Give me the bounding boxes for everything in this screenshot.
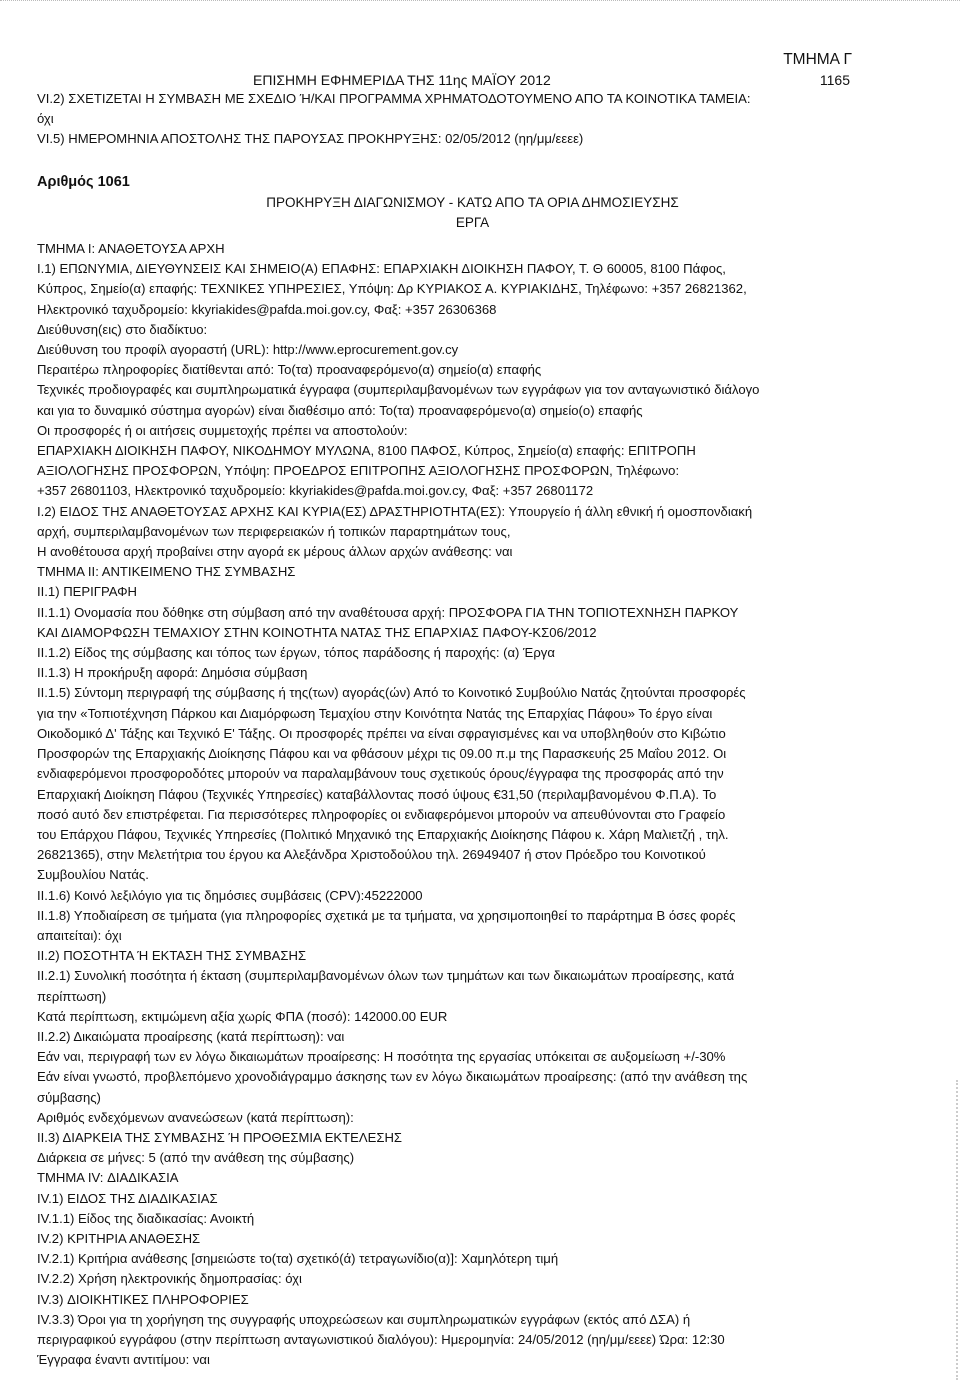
text-line: Η ανοθέτουσα αρχή προβαίνει στην αγορά εκ μέρους άλλων αρχών ανάθεσης: ναι <box>37 544 513 560</box>
scan-edge-right <box>954 1080 958 1380</box>
text-line: IV.1.1) Είδος της διαδικασίας: Ανοικτή <box>37 1210 255 1226</box>
text-line: Οι προσφορές ή οι αιτήσεις συμμετοχής πρέπει να αποστολούν: <box>37 422 408 438</box>
text-line: ΤΜΗΜΑ Ι: ΑΝΑΘΕΤΟΥΣΑ ΑΡΧΗ <box>37 241 225 257</box>
section-heading: ΤΜΗΜΑ Γ <box>783 51 852 68</box>
text-line: IV.2.2) Χρήση ηλεκτρονικής δημοπρασίας: όχι <box>37 1271 302 1287</box>
text-line: IV.1) ΕΙΔΟΣ ΤΗΣ ΔΙΑΔΙΚΑΣΙΑΣ <box>37 1190 218 1206</box>
text-line: Συμβουλίου Νατάς. <box>37 867 149 883</box>
text-line: ΙΙ.1.1) Ονομασία που δόθηκε στη σύμβαση από την αναθέτουσα αρχή: ΠΡΟΣΦΟΡΑ ΓΙΑ ΤΗΝ ΤΟΠΙΟΤΕΧΝΗΣΗ ΠΑΡΚΟΥ <box>37 604 739 620</box>
text-line: ΙΙ.1.6) Κοινό λεξιλόγιο για τις δημόσιες συμβάσεις (CPV):45222000 <box>37 887 423 903</box>
text-line: αρχή, συμπεριλαμβανομένων των περιφερειακών ή τοπικών παραρτημάτων τους, <box>37 523 511 539</box>
text-line: IV.2.1) Κριτήρια ανάθεσης [σημειώστε το(τα) σχετικό(ά) τετραγωνίδιο(α)]: Χαμηλότερη τιμή <box>37 1251 559 1267</box>
text-line: Έγγραφα έναντι αντιτίμου: ναι <box>37 1352 210 1368</box>
text-line: Επαρχιακή Διοίκηση Πάφου (Τεχνικές Υπηρεσίες) καταβάλλοντας ποσό ύψους €31,50 (περιλαμβανομένου Φ.Π.Α). Το <box>37 786 717 802</box>
text-line: Κύπρος, Σημείο(α) επαφής: ΤΕΧΝΙΚΕΣ ΥΠΗΡΕΣΙΕΣ, Υπόψη: Δρ ΚΥΡΙΑΚΟΣ Α. ΚΥΡΙΑΚΙΔΗΣ, Τηλέφωνο: +357 26821362, <box>37 281 747 297</box>
text-line: ΙΙ.2.2) Δικαιώματα προαίρεσης (κατά περίπτωση): ναι <box>37 1028 345 1044</box>
contract-type: ΕΡΓΑ <box>455 214 490 230</box>
text-line: απαιτείται): όχι <box>37 927 122 943</box>
text-line: IV.3.3) Όροι για τη χορήγηση της συγγραφής υποχρεώσεων και συμπληρωματικών εγγράφων (εκτός από ΔΣΑ) ή <box>37 1311 691 1327</box>
text-line: σύμβασης) <box>37 1089 101 1105</box>
text-line: VI.2) ΣΧΕΤΙΖΕΤΑΙ Η ΣΥΜΒΑΣΗ ΜΕ ΣΧΕΔΙΟ Ή/ΚΑΙ ΠΡΟΓΡΑΜΜΑ ΧΡΗΜΑΤΟΔΟΤΟΥΜΕΝΟ ΑΠΟ ΤΑ ΚΟΙΝΟΤΙΚΑ ΤΑΜΕΙΑ: <box>37 91 751 106</box>
text-line: Αριθμός ενδεχόμενων ανανεώσεων (κατά περίπτωση): <box>37 1109 354 1125</box>
text-line: VI.5) ΗΜΕΡΟΜΗΝΙΑ ΑΠΟΣΤΟΛΗΣ ΤΗΣ ΠΑΡΟΥΣΑΣ ΠΡΟΚΗΡΥΞΗΣ: 02/05/2012 (ηη/μμ/εεεε) <box>37 131 584 147</box>
text-line: και για το δυναμικό σύστημα αγορών) είναι διαθέσιμο από: Το(τα) προαναφερόμενο(α) σημείο(ο) επαφής <box>37 402 643 418</box>
text-line: για την «Τοπιοτέχνηση Πάρκου και Διαμόρφωση Τεμαχίου στην Κοινότητα Νατάς της Επαρχίας Πάφου» Το έργο είναι <box>37 705 713 721</box>
text-line: Οικοδομικό Δ' Τάξης και Τεχνικό Ε' Τάξης. Οι προσφορές πρέπει να είναι σφραγισμένες και να υποβληθούν στο Κιβώτιο <box>37 725 726 741</box>
text-line: περίπτωση) <box>37 988 107 1004</box>
page-number: 1165 <box>819 72 850 88</box>
text-line: Εάν είναι γνωστό, προβλεπόμενο χρονοδιάγραμμο άσκησης των εν λόγω δικαιωμάτων προαίρεσης: (από την ανάθεση της <box>37 1069 748 1085</box>
text-line: Τεχνικές προδιογραφές και συμπληρωματικά έγγραφα (συμπεριλαμβανομένων των εγγράφων για τον ανταγωνιστικό διάλογο <box>37 382 760 398</box>
text-line: Κατά περίπτωση, εκτιμώμενη αξία χωρίς ΦΠΑ (ποσό): 142000.00 EUR <box>37 1008 448 1024</box>
procedure-title: ΠΡΟΚΗΡΥΞΗ ΔΙΑΓΩΝΙΣΜΟΥ - ΚΑΤΩ ΑΠΟ ΤΑ ΟΡΙΑ ΔΗΜΟΣΙΕΥΣΗΣ <box>266 194 679 210</box>
text-line: Ι.2) ΕΙΔΟΣ ΤΗΣ ΑΝΑΘΕΤΟΥΣΑΣ ΑΡΧΗΣ ΚΑΙ ΚΥΡΙΑ(ΕΣ) ΔΡΑΣΤΗΡΙΟΤΗΤΑ(ΕΣ): Υπουργείο ή άλλη εθνική ή ομοσπονδιακή <box>37 503 753 519</box>
notice-text <box>37 239 853 1370</box>
text-line: Ι.1) ΕΠΩΝΥΜΙΑ, ΔΙΕΥΘΥΝΣΕΙΣ ΚΑΙ ΣΗΜΕΙΟ(Α) ΕΠΑΦΗΣ: ΕΠΑΡΧΙΑΚΗ ΔΙΟΙΚΗΣΗ ΠΑΦΟΥ, Τ. Θ 60005, 8100 Πάφος, <box>37 261 726 277</box>
text-line: ΙΙ.1.2) Είδος της σύμβασης και τόπος των έργων, τόπος παράδοσης ή παροχής: (α) Έργα <box>37 645 555 661</box>
text-line: 26821365), στην Μελετήτρια του έργου κα Αλεξάνδρα Χριστοδούλου τηλ. 26949407 ή στον Πρόεδρο του Κοινοτικού <box>37 847 706 863</box>
text-line: όχι <box>37 111 54 127</box>
text-line: IV.2) ΚΡΙΤΗΡΙΑ ΑΝΑΘΕΣΗΣ <box>37 1230 201 1246</box>
text-line: ΙΙ.2.1) Συνολική ποσότητα ή έκταση (συμπεριλαμβανομένων όλων των τμημάτων και των δικαιωμάτων προαίρεσης, κατά <box>37 968 735 984</box>
text-line: ενδιαφερόμενοι προσφοροδότες μπορούν να παραλαμβάνουν τους σχετικούς όρους/έγγραφα της προσφοράς από την <box>37 766 724 782</box>
gazette-title: ΕΠΙΣΗΜΗ ΕΦΗΜΕΡΙΔΑ ΤΗΣ 11ης ΜΑΪΟΥ 2012 <box>253 72 551 88</box>
text-line: ΙΙ.1) ΠΕΡΙΓΡΑΦΗ <box>37 584 137 600</box>
text-line: Διεύθυνση του προφίλ αγοραστή (URL): http://www.eprocurement.gov.cy <box>37 342 459 358</box>
notice-number: Αριθμός 1061 <box>37 173 130 190</box>
text-line: ΙΙ.1.8) Υποδιαίρεση σε τμήματα (για πληροφορίες σχετικά με τα τμήματα, να χρησιμοποιηθεί το παράρτημα Β όσες φορές <box>37 907 736 923</box>
text-line: IV.3) ΔΙΟΙΚΗΤΙΚΕΣ ΠΛΗΡΟΦΟΡΙΕΣ <box>37 1291 249 1307</box>
text-line: Διάρκεια σε μήνες: 5 (από την ανάθεση της σύμβασης) <box>37 1150 355 1166</box>
text-line: ΙΙ.1.3) Η προκήρυξη αφορά: Δημόσια σύμβαση <box>37 665 308 681</box>
scan-edge-top <box>0 0 960 5</box>
text-line: του Επάρχου Πάφου, Τεχνικές Υπηρεσίες (Πολιτικό Μηχανικό της Επαρχιακής Διοίκησης Πάφου κ. Χάρη Μαλιετζή , τηλ. <box>37 826 729 842</box>
text-line: ΚΑΙ ΔΙΑΜΟΡΦΩΣΗ ΤΕΜΑΧΙΟΥ ΣΤΗΝ ΚΟΙΝΟΤΗΤΑ ΝΑΤΑΣ ΤΗΣ ΕΠΑΡΧΙΑΣ ΠΑΦΟΥ-ΚΣ06/2012 <box>37 624 597 640</box>
text-line: ΑΞΙΟΛΟΓΗΣΗΣ ΠΡΟΣΦΟΡΩΝ, Υπόψη: ΠΡΟΕΔΡΟΣ ΕΠΙΤΡΟΠΗΣ ΑΞΙΟΛΟΓΗΣΗΣ ΠΡΟΣΦΟΡΩΝ, Τηλέφωνο: <box>37 463 680 479</box>
document-body <box>37 89 853 1370</box>
text-line: περιγραφικού εγγράφου (στην περίπτωση ανταγωνιστικού διαλόγου): Ημερομηνία: 24/05/2012 (ηη/μμ/εεεε) Ώρα: 12:30 <box>37 1331 725 1347</box>
text-line: ΕΠΑΡΧΙΑΚΗ ΔΙΟΙΚΗΣΗ ΠΑΦΟΥ, ΝΙΚΟΔΗΜΟΥ ΜΥΛΩΝΑ, 8100 ΠΑΦΟΣ, Κύπρος, Σημείο(α) επαφής: ΕΠΙΤΡΟΠΗ <box>37 443 696 459</box>
text-line: Ηλεκτρονικό ταχυδρομείο: kkyriakides@pafda.moi.gov.cy, Φαξ: +357 26306368 <box>37 301 497 317</box>
text-line: ΙΙ.1.5) Σύντομη περιγραφή της σύμβασης ή της(των) αγοράς(ών) Από το Κοινοτικό Συμβούλιο Νατάς ζητούνται προσφορές <box>37 685 746 701</box>
text-line: Εάν ναι, περιγραφή των εν λόγω δικαιωμάτων προαίρεσης: Η ποσότητα της εργασίας υπόκειται σε αυξομείωση +/-30% <box>37 1049 726 1065</box>
text-line: +357 26801103, Ηλεκτρονικό ταχυδρομείο: kkyriakides@pafda.moi.gov.cy, Φαξ: +357 26801172 <box>37 483 594 499</box>
text-line: Προσφορών της Επαρχιακής Διοίκησης Πάφου και να φθάσουν μέχρι τις 09.00 π.μ της Παρασκευής 25 Μαΐου 2012. Οι <box>37 746 727 762</box>
text-line: ΤΜΗΜΑ IV: ΔΙΑΔΙΚΑΣΙΑ <box>37 1170 179 1186</box>
text-line: ποσό αυτό δεν επιστρέφεται. Για περισσότερες πληροφορίες οι ενδιαφερόμενοι μπορούν να απευθύνονται στο Γραφείο <box>37 806 726 822</box>
text-line: Περαιτέρω πληροφορίες διατίθενται από: Το(τα) προαναφερόμενο(α) σημείο(α) επαφής <box>37 362 542 378</box>
text-line: ΤΜΗΜΑ ΙΙ: ΑΝΤΙΚΕΙΜΕΝΟ ΤΗΣ ΣΥΜΒΑΣΗΣ <box>37 564 296 580</box>
text-line: ΙΙ.2) ΠΟΣΟΤΗΤΑ Ή ΕΚΤΑΣΗ ΤΗΣ ΣΥΜΒΑΣΗΣ <box>37 948 307 964</box>
text-line: ΙΙ.3) ΔΙΑΡΚΕΙΑ ΤΗΣ ΣΥΜΒΑΣΗΣ Ή ΠΡΟΘΕΣΜΙΑ ΕΚΤΕΛΕΣΗΣ <box>37 1129 403 1145</box>
text-line: Διεύθυνση(εις) στο διαδίκτυο: <box>37 321 208 337</box>
